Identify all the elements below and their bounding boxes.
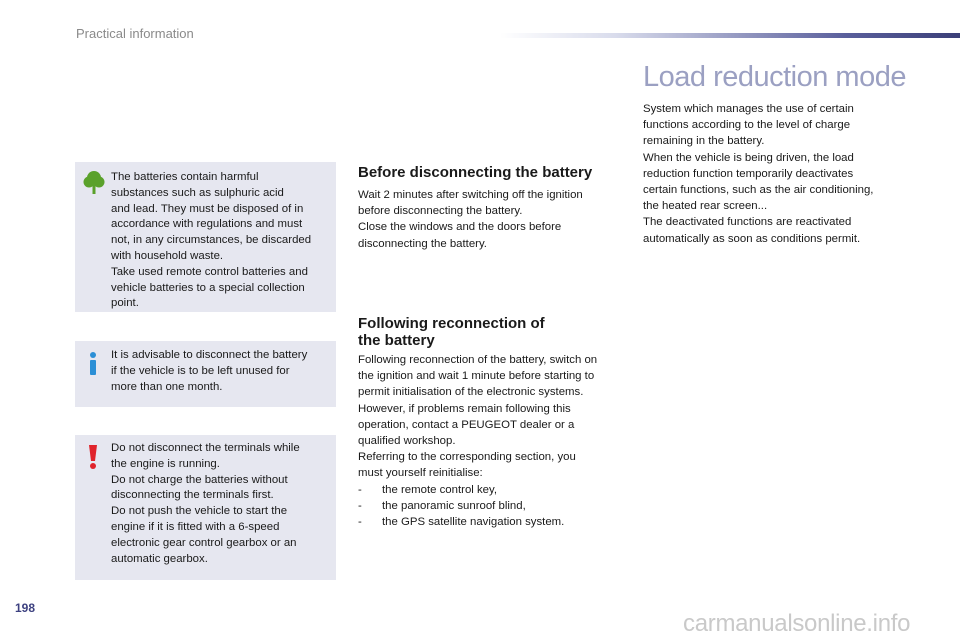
load-line: The deactivated functions are reactivated xyxy=(643,216,852,229)
warning-line: engine if it is fitted with a 6-speed xyxy=(111,520,280,533)
heading-line: the battery xyxy=(358,332,435,349)
after-line: must yourself reinitialise: xyxy=(358,467,483,480)
before-disconnecting-text xyxy=(358,187,628,252)
exclamation-icon xyxy=(86,444,100,470)
load-line: the heated rear screen... xyxy=(643,200,768,213)
after-line: the ignition and wait 1 minute before starting to xyxy=(358,370,595,383)
following-reconnection-text xyxy=(358,352,628,530)
load-line: functions according to the level of charge xyxy=(643,119,851,132)
info-line: more than one month. xyxy=(111,380,223,393)
eco-note-text xyxy=(111,170,326,312)
bullet-text: the panoramic sunroof blind, xyxy=(382,499,526,512)
eco-note-box xyxy=(75,162,336,312)
eco-line: vehicle batteries to a special collection xyxy=(111,281,305,294)
page-number: 198 xyxy=(15,601,36,615)
eco-line: and lead. They must be disposed of in xyxy=(111,202,304,215)
info-icon xyxy=(86,351,100,377)
header-rule xyxy=(500,33,960,38)
warning-line: Do not push the vehicle to start the xyxy=(111,505,288,518)
before-line: Close the windows and the doors before xyxy=(358,221,562,234)
warning-line: Do not disconnect the terminals while xyxy=(111,442,300,454)
before-line: Wait 2 minutes after switching off the ignition xyxy=(358,189,583,201)
watermark: carmanualsonline.info xyxy=(683,610,911,637)
eco-line: Take used remote control batteries and xyxy=(111,265,308,278)
bullet-marker: - xyxy=(358,483,362,496)
warning-line: electronic gear control gearbox or an xyxy=(111,536,297,549)
load-line: reduction function temporarily deactivates xyxy=(643,167,854,180)
after-line: However, if problems remain following this xyxy=(358,402,571,415)
eco-line: The batteries contain harmful xyxy=(111,171,259,183)
after-line: Following reconnection of the battery, switch on xyxy=(358,354,598,366)
bullet-text: the remote control key, xyxy=(382,483,498,496)
page-title: Load reduction mode xyxy=(643,61,906,93)
before-line: disconnecting the battery. xyxy=(358,237,487,250)
warning-line: automatic gearbox. xyxy=(111,552,208,565)
eco-line: point. xyxy=(111,297,139,310)
bullet-text: the GPS satellite navigation system. xyxy=(382,516,565,529)
warning-note-box xyxy=(75,435,336,580)
info-note-text xyxy=(111,348,326,395)
load-line: When the vehicle is being driven, the load xyxy=(643,151,854,164)
load-line: automatically as soon as conditions permit. xyxy=(643,232,861,245)
section-label: Practical information xyxy=(76,26,194,41)
eco-line: not, in any circumstances, be discarded xyxy=(111,234,312,247)
warning-line: Do not charge the batteries without xyxy=(111,473,288,486)
after-line: operation, contact a PEUGEOT dealer or a xyxy=(358,418,575,431)
warning-line: disconnecting the terminals first. xyxy=(111,489,274,502)
warning-line: the engine is running. xyxy=(111,457,220,470)
info-line: It is advisable to disconnect the battery xyxy=(111,349,308,361)
heading-line: Following reconnection of xyxy=(358,315,545,332)
before-line: before disconnecting the battery. xyxy=(358,205,523,218)
bullet-marker: - xyxy=(358,516,362,529)
list-item xyxy=(358,498,628,514)
load-line: System which manages the use of certain xyxy=(643,103,854,115)
list-item xyxy=(358,514,628,530)
info-line: if the vehicle is to be left unused for xyxy=(111,364,290,377)
load-reduction-text xyxy=(643,101,913,247)
warning-note-text xyxy=(111,441,326,567)
before-disconnecting-heading: Before disconnecting the battery xyxy=(358,164,593,181)
eco-line: substances such as sulphuric acid xyxy=(111,186,284,199)
load-line: remaining in the battery. xyxy=(643,135,765,148)
bullet-marker: - xyxy=(358,499,362,512)
following-reconnection-heading xyxy=(358,315,598,349)
load-line: certain functions, such as the air conditioning, xyxy=(643,184,874,197)
eco-line: accordance with regulations and must xyxy=(111,218,303,231)
list-item xyxy=(358,482,628,498)
after-line: permit initialisation of the electronic systems. xyxy=(358,386,584,399)
tree-icon xyxy=(83,170,105,196)
after-line: qualified workshop. xyxy=(358,435,456,448)
after-line: Referring to the corresponding section, you xyxy=(358,451,576,464)
eco-line: with household waste. xyxy=(111,249,224,262)
info-note-box xyxy=(75,341,336,407)
